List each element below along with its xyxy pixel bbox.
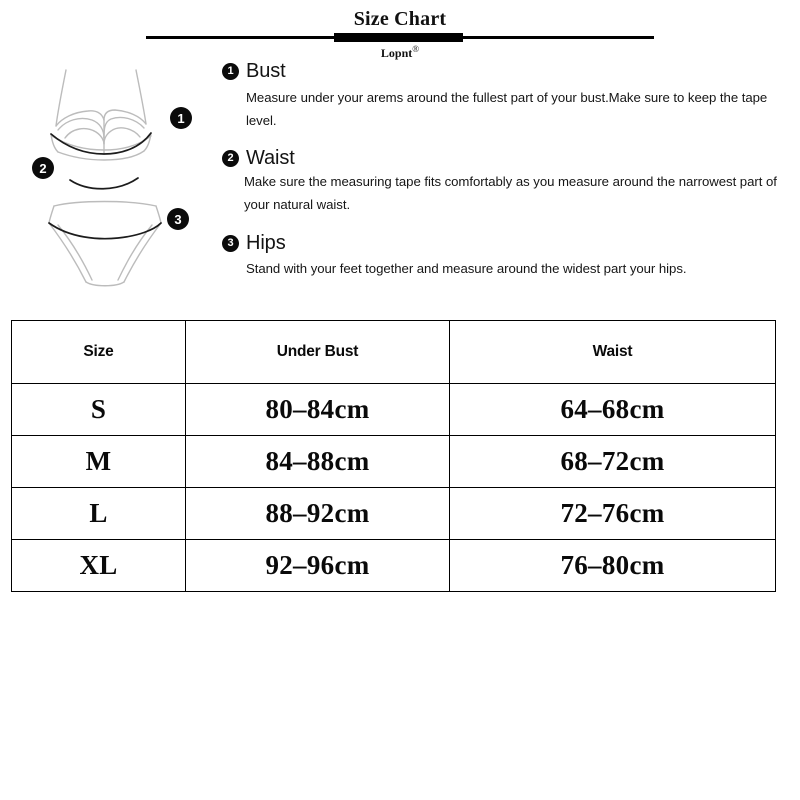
instruction-title-bust: Bust bbox=[246, 59, 286, 82]
header bbox=[0, 0, 800, 62]
number-badge-2-icon: 2 bbox=[222, 150, 239, 167]
cell-size: S bbox=[12, 384, 186, 436]
instruction-section-bust bbox=[222, 58, 788, 132]
number-badge-3-icon: 3 bbox=[222, 235, 239, 252]
instruction-section-hips bbox=[222, 230, 788, 281]
instruction-heading-bust bbox=[222, 58, 788, 84]
cell-waist: 68–72cm bbox=[450, 436, 776, 488]
svg-text:3: 3 bbox=[174, 212, 182, 227]
svg-text:1: 1 bbox=[177, 111, 185, 126]
cell-waist: 64–68cm bbox=[450, 384, 776, 436]
cell-under-bust: 88–92cm bbox=[186, 488, 450, 540]
instruction-section-waist bbox=[222, 145, 788, 216]
registered-trademark-icon: ® bbox=[412, 44, 420, 54]
illustration-marker-2 bbox=[32, 157, 54, 179]
table-row bbox=[12, 540, 776, 592]
svg-text:2: 2 bbox=[39, 161, 47, 176]
cell-size: L bbox=[12, 488, 186, 540]
page-title: Size Chart bbox=[353, 8, 447, 30]
instruction-body-waist: Make sure the measuring tape fits comfortably as you measure around the narrowest part of your natural waist. bbox=[244, 174, 777, 212]
table-row bbox=[12, 436, 776, 488]
table-row bbox=[12, 488, 776, 540]
table-row bbox=[12, 384, 776, 436]
measurement-illustration bbox=[18, 58, 218, 288]
cell-size: XL bbox=[12, 540, 186, 592]
hips-measure-line bbox=[49, 223, 161, 239]
title-divider-accent bbox=[334, 33, 463, 42]
illustration-marker-3 bbox=[167, 208, 189, 230]
column-header-under-bust: Under Bust bbox=[186, 321, 450, 384]
cell-under-bust: 92–96cm bbox=[186, 540, 450, 592]
brand-label: Lopnt bbox=[380, 46, 413, 60]
instruction-title-hips: Hips bbox=[246, 231, 286, 254]
instruction-heading-waist bbox=[222, 145, 788, 171]
instruction-body-bust: Measure under your arems around the fullest part of your bust.Make sure to keep the tape level. bbox=[246, 90, 768, 128]
number-badge-1-icon: 1 bbox=[222, 63, 239, 80]
waist-measure-line bbox=[70, 178, 138, 189]
column-header-waist: Waist bbox=[450, 321, 776, 384]
cell-under-bust: 80–84cm bbox=[186, 384, 450, 436]
size-table bbox=[11, 320, 776, 592]
cell-size: M bbox=[12, 436, 186, 488]
illustration-marker-1 bbox=[170, 107, 192, 129]
table-header-row bbox=[12, 321, 776, 384]
column-header-size: Size bbox=[12, 321, 186, 384]
instruction-body-hips: Stand with your feet together and measure around the widest part your hips. bbox=[246, 261, 687, 276]
cell-waist: 72–76cm bbox=[450, 488, 776, 540]
cell-under-bust: 84–88cm bbox=[186, 436, 450, 488]
cell-waist: 76–80cm bbox=[450, 540, 776, 592]
instruction-title-waist: Waist bbox=[246, 146, 295, 169]
instruction-heading-hips bbox=[222, 230, 788, 256]
